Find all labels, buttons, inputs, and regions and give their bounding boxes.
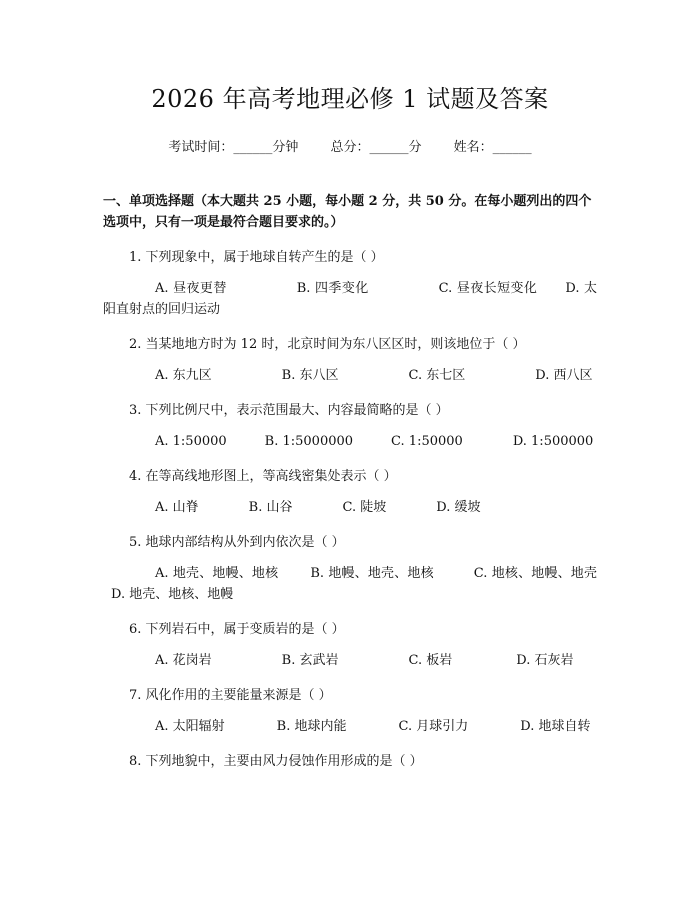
option-item: B. 地球内能	[276, 719, 347, 734]
option-item: A. 地壳、地幔、地核	[155, 566, 279, 581]
option-item: A. 太阳辐射	[155, 719, 225, 734]
question-stem: 6. 下列岩石中，属于变质岩的是（ ）	[129, 622, 345, 637]
option-item: B. 东八区	[281, 368, 339, 383]
question-stem: 2. 当某地地方时为 12 时，北京时间为东八区区时，则该地位于（ ）	[129, 337, 526, 352]
option-item: C. 月球引力	[398, 719, 469, 734]
option-item: D. 缓坡	[436, 500, 481, 515]
question-options	[103, 716, 597, 737]
option-item: B. 四季变化	[296, 281, 369, 296]
question-options	[103, 278, 597, 320]
student-name: 姓名：______	[453, 140, 532, 155]
option-item: C. 昼夜长短变化	[438, 281, 538, 296]
page-title: 2026 年高考地理必修 1 试题及答案	[151, 85, 549, 113]
option-item: B. 玄武岩	[281, 653, 339, 668]
section-heading: 一、单项选择题（本大题共 25 小题，每小题 2 分，共 50 分。在每小题列出的四个选项中，只有一项是最符合题目要求的。）	[103, 194, 592, 230]
question-stem: 7. 风化作用的主要能量来源是（ ）	[129, 688, 332, 703]
option-item: C. 1:50000	[391, 434, 463, 449]
question-list	[103, 247, 597, 772]
question-stem: 1. 下列现象中，属于地球自转产生的是（ ）	[129, 250, 384, 265]
exam-time: 考试时间：______分钟	[168, 140, 299, 155]
question-options	[103, 650, 597, 671]
option-item: C. 板岩	[408, 653, 453, 668]
option-item: D. 地壳、地核、地幔	[111, 587, 234, 602]
question-options	[103, 431, 597, 452]
question-stem: 3. 下列比例尺中，表示范围最大、内容最简略的是（ ）	[129, 403, 449, 418]
option-item: C. 东七区	[408, 368, 466, 383]
option-item: A. 山脊	[155, 500, 199, 515]
option-item: D. 太阳直射点的回归运动	[103, 281, 598, 317]
question-options	[103, 563, 597, 605]
option-item: A. 花岗岩	[155, 653, 212, 668]
option-item: D. 西八区	[535, 368, 593, 383]
question-stem: 5. 地球内部结构从外到内依次是（ ）	[129, 535, 345, 550]
option-item: A. 1:50000	[155, 434, 227, 449]
exam-score: 总分：______分	[330, 140, 422, 155]
option-item: D. 1:500000	[512, 434, 594, 449]
option-item: A. 东九区	[155, 368, 212, 383]
question-options	[103, 497, 597, 518]
option-item: B. 1:5000000	[264, 434, 354, 449]
option-item: B. 地幔、地壳、地核	[310, 566, 434, 581]
option-item: A. 昼夜更替	[155, 281, 227, 296]
question-stem: 4. 在等高线地形图上，等高线密集处表示（ ）	[129, 469, 397, 484]
option-item: D. 地球自转	[520, 719, 591, 734]
exam-meta	[103, 139, 597, 157]
option-item: C. 陡坡	[342, 500, 387, 515]
option-item: D. 石灰岩	[516, 653, 574, 668]
option-item: C. 地核、地幔、地壳	[473, 566, 597, 581]
option-item: B. 山谷	[248, 500, 293, 515]
question-options	[103, 365, 597, 386]
question-stem: 8. 下列地貌中，主要由风力侵蚀作用形成的是（ ）	[129, 754, 423, 769]
